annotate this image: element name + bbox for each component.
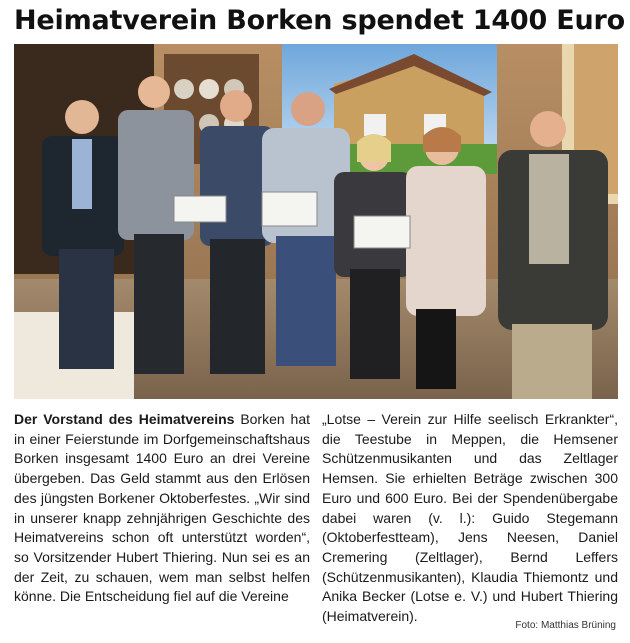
lead-in: Der Vorstand des Heimatvereins [14,411,235,427]
article-body [14,410,618,636]
group-photo [14,44,618,399]
headline: Heimatverein Borken spendet 1400 Euro [14,5,626,36]
article-column-2 [322,410,618,636]
photo-illustration [14,44,618,399]
article-column-1 [14,410,310,636]
column-2-text: „Lotse – Verein zur Hilfe seelisch Erkrankter“, die Teestube in Meppen, die Hemsener Schützenmusikanten und das Zeltlager Hemsen. Sie erhielten Beträge zwischen 300 Euro und 600 Euro. Bei der Spendenübergabe dabei waren (v. l.): Guido Stegemann (Oktoberfestteam), Jens Neesen, Daniel Cremering (Zeltlager), Bernd Leffers (Schützenmusikanten), Klaudia Thiemontz und Anika Becker (Lotse e. V.) und Hubert Thiering (Heimatverein). [322,411,618,625]
column-1-text: Borken hat in einer Feierstunde im Dorfgemeinschaftshaus Borken insgesamt 1400 Euro an drei Vereine übergeben. Das Geld stammt aus den Erlösen des jüngsten Borkener Oktoberfestes. „Wir sind in unserer knapp zehnjährigen Geschichte des Heimatvereins schon oft unterstützt worden“, so Vorsitzender Hubert Thiering. Nun sei es an der Zeit, zu schauen, wem man selbst helfen könne. Die Entscheidung fiel auf die Vereine [14,411,311,605]
photo-credit: Foto: Matthias Brüning [515,620,616,631]
